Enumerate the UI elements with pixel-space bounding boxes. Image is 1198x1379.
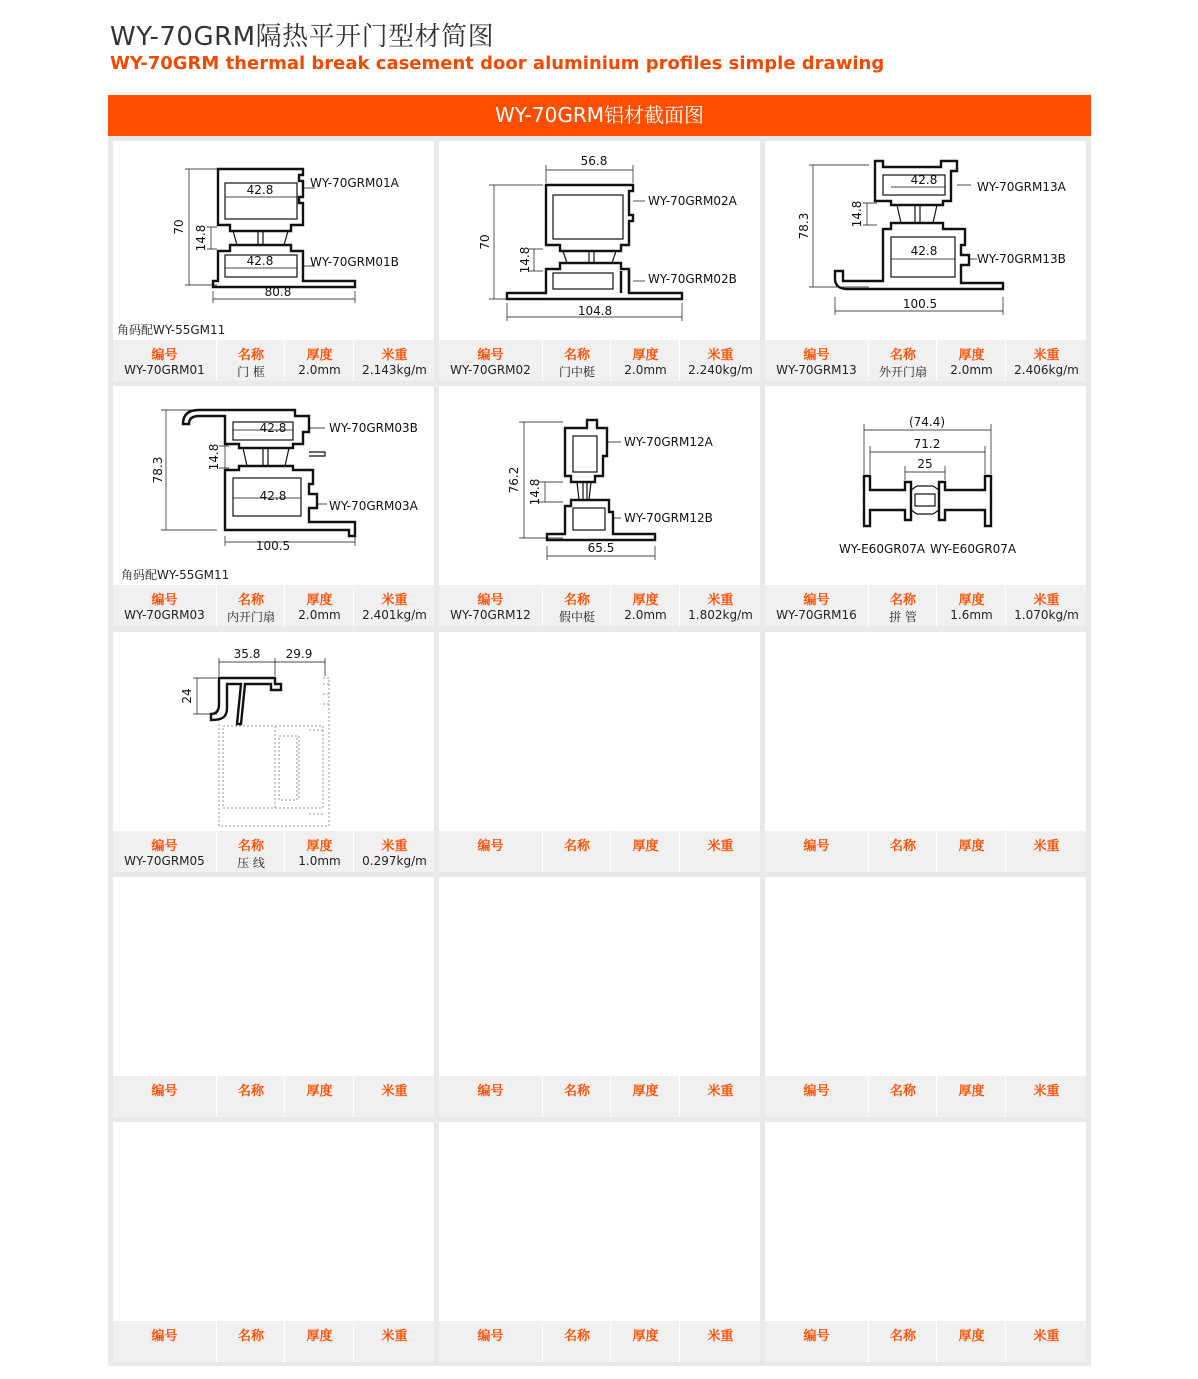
spec-header: 厚度 [632,1329,659,1344]
dim-label: 100.5 [255,539,291,553]
profile-cell [765,141,1086,381]
spec-table [765,831,1086,872]
spec-header: 编号 [803,1084,830,1099]
profile-label: WY-E60GR07A [839,542,926,556]
spec-thickness: 1.0mm [298,854,341,868]
dim-label: 14.8 [207,443,221,471]
spec-header: 厚度 [306,348,333,363]
dim-label: 56.8 [580,154,608,168]
dim-label: 29.9 [285,647,313,661]
spec-name: 外开门扇 [878,365,927,379]
spec-header: 名称 [563,1329,590,1344]
spec-weight: 0.297kg/m [362,854,427,868]
dim-label: 14.8 [850,200,864,228]
profile-label: WY-70GRM03A [329,499,418,513]
spec-header: 名称 [889,593,916,608]
spec-table [765,1321,1086,1362]
page-subtitle: WY-70GRM thermal break casement door aluminium profiles simple drawing [110,53,885,74]
dim-label: 76.2 [507,466,521,494]
profile-label: WY-70GRM13B [977,252,1066,266]
spec-header: 厚度 [306,839,333,854]
profile-cell [113,141,434,381]
profile-cell [439,141,760,381]
spec-header: 米重 [381,839,408,854]
spec-header: 厚度 [306,593,333,608]
spec-header: 厚度 [632,348,659,363]
spec-header: 编号 [151,593,178,608]
profile-label: WY-E60GR07A [930,542,1017,556]
corner-note: 角码配WY-55GM11 [121,568,230,582]
spec-header: 编号 [477,1084,504,1099]
corner-note: 角码配WY-55GM11 [117,323,226,337]
profile-drawing [113,632,434,831]
dim-label: 14.8 [194,224,208,252]
dim-label: 42.8 [259,489,287,503]
spec-code: WY-70GRM02 [450,363,531,377]
spec-name: 压 线 [237,856,265,870]
profile-drawing [439,141,760,340]
spec-header: 名称 [889,1084,916,1099]
dim-label: 42.8 [259,421,287,435]
profile-label: WY-70GRM02A [648,194,737,208]
spec-header: 厚度 [958,839,985,854]
profiles-panel [108,95,1091,1366]
spec-name: 门 框 [237,365,265,379]
dim-label: 70 [172,219,186,235]
spec-header: 厚度 [958,348,985,363]
spec-code: WY-70GRM01 [124,363,205,377]
profile-label: WY-70GRM02B [648,272,737,286]
dim-label: 24 [180,688,194,704]
spec-code: WY-70GRM05 [124,854,205,868]
dim-label: (74.4) [908,415,946,429]
profile-cell-empty [113,1122,434,1362]
spec-table [113,585,434,626]
spec-table [113,1076,434,1117]
spec-header: 名称 [563,348,590,363]
spec-header: 编号 [151,1084,178,1099]
spec-header: 米重 [381,593,408,608]
dim-label: 25 [917,457,933,471]
profile-cell [765,386,1086,626]
profile-drawing [765,141,1086,340]
spec-header: 米重 [707,1084,734,1099]
spec-header: 名称 [889,348,916,363]
dim-label: 70 [478,234,492,250]
spec-code: WY-70GRM13 [776,363,857,377]
dim-label: 104.8 [577,304,613,318]
spec-code: WY-70GRM16 [776,608,857,622]
spec-table [765,340,1086,381]
dim-label: 65.5 [587,541,615,555]
spec-header: 米重 [381,1084,408,1099]
spec-header: 米重 [1033,839,1060,854]
profile-label: WY-70GRM13A [977,180,1066,194]
spec-header: 名称 [237,1329,264,1344]
profile-cell-empty [765,877,1086,1117]
section-banner: WY-70GRM铝材截面图 [108,95,1091,136]
spec-header: 厚度 [958,593,985,608]
spec-header: 名称 [563,1084,590,1099]
spec-thickness: 2.0mm [624,608,667,622]
spec-thickness: 2.0mm [624,363,667,377]
spec-header: 厚度 [958,1329,985,1344]
dim-label: 35.8 [233,647,261,661]
spec-table [113,831,434,872]
profile-drawing [765,386,1086,585]
spec-weight: 2.240kg/m [688,363,753,377]
spec-name: 内开门扇 [226,610,275,624]
spec-header: 米重 [707,593,734,608]
spec-header: 米重 [1033,1084,1060,1099]
dim-label: 14.8 [528,478,542,506]
spec-code: WY-70GRM12 [450,608,531,622]
spec-header: 米重 [1033,1329,1060,1344]
spec-header: 名称 [237,593,264,608]
profile-label: WY-70GRM12A [624,435,713,449]
spec-header: 编号 [151,839,178,854]
spec-table [439,1321,760,1362]
spec-header: 名称 [889,1329,916,1344]
dim-label: 80.8 [264,285,292,299]
spec-header: 编号 [803,593,830,608]
spec-header: 编号 [151,348,178,363]
spec-header: 厚度 [306,1329,333,1344]
spec-header: 厚度 [632,593,659,608]
spec-header: 名称 [237,839,264,854]
profile-cell-empty [439,877,760,1117]
spec-header: 编号 [803,1329,830,1344]
spec-header: 米重 [381,1329,408,1344]
profile-label: WY-70GRM12B [624,511,713,525]
spec-header: 名称 [563,839,590,854]
spec-header: 名称 [237,348,264,363]
spec-header: 米重 [1033,593,1060,608]
spec-code: WY-70GRM03 [124,608,205,622]
dim-label: 78.3 [151,456,165,484]
dim-label: 42.8 [910,244,938,258]
dim-label: 42.8 [246,183,274,197]
spec-header: 厚度 [632,1084,659,1099]
profile-drawing [113,141,434,340]
spec-thickness: 1.6mm [950,608,993,622]
spec-table [439,340,760,381]
spec-header: 编号 [477,348,504,363]
spec-table [439,585,760,626]
spec-header: 米重 [707,839,734,854]
profile-cell [439,386,760,626]
profile-label: WY-70GRM03B [329,421,418,435]
profile-cell [113,632,434,872]
profile-cell-empty [113,877,434,1117]
spec-header: 厚度 [306,1084,333,1099]
dim-label: 42.8 [910,173,938,187]
spec-thickness: 2.0mm [298,363,341,377]
spec-table [439,831,760,872]
spec-header: 名称 [889,839,916,854]
spec-thickness: 2.0mm [950,363,993,377]
dim-label: 100.5 [902,297,938,311]
dim-label: 78.3 [797,212,811,240]
spec-header: 编号 [151,1329,178,1344]
spec-table [113,340,434,381]
profile-cell-empty [765,1122,1086,1362]
spec-header: 编号 [477,593,504,608]
spec-weight: 2.143kg/m [362,363,427,377]
spec-table [765,1076,1086,1117]
dim-label: 14.8 [518,246,532,274]
spec-header: 厚度 [958,1084,985,1099]
spec-table [765,585,1086,626]
spec-header: 米重 [1033,348,1060,363]
spec-weight: 2.406kg/m [1014,363,1079,377]
dim-label: 71.2 [913,437,941,451]
spec-weight: 1.802kg/m [688,608,753,622]
spec-header: 编号 [803,348,830,363]
profile-label: WY-70GRM01A [310,176,399,190]
spec-header: 编号 [477,839,504,854]
spec-header: 名称 [237,1084,264,1099]
spec-table [439,1076,760,1117]
spec-name: 拼 管 [889,610,917,624]
page-title: WY-70GRM隔热平开门型材简图 [110,22,495,52]
spec-header: 编号 [477,1329,504,1344]
spec-name: 假中梃 [558,610,595,624]
profile-label: WY-70GRM01B [310,255,399,269]
spec-header: 米重 [707,348,734,363]
profile-cell-empty [439,1122,760,1362]
spec-weight: 2.401kg/m [362,608,427,622]
spec-header: 米重 [381,348,408,363]
profile-drawing [439,386,760,585]
spec-header: 米重 [707,1329,734,1344]
profile-cell-empty [765,632,1086,872]
spec-name: 门中梃 [558,365,595,379]
spec-table [113,1321,434,1362]
profile-cell-empty [439,632,760,872]
spec-weight: 1.070kg/m [1014,608,1079,622]
spec-thickness: 2.0mm [298,608,341,622]
spec-header: 编号 [803,839,830,854]
profile-cell [113,386,434,626]
profile-drawing [113,386,434,585]
spec-header: 名称 [563,593,590,608]
dim-label: 42.8 [246,254,274,268]
spec-header: 厚度 [632,839,659,854]
